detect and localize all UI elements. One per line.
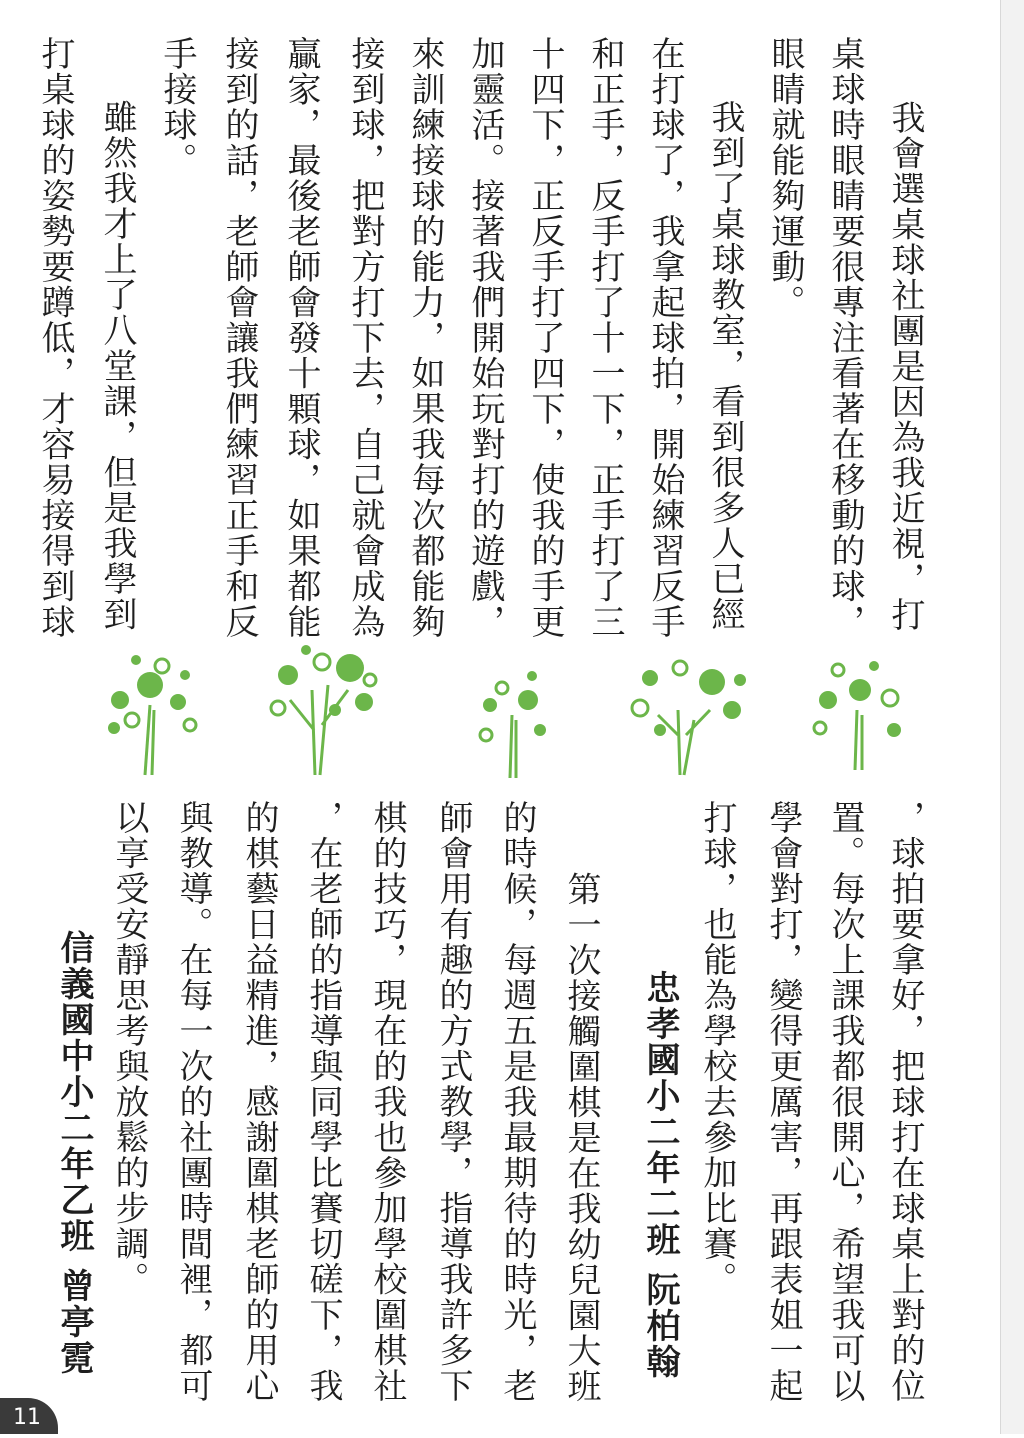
tree-decoration [80, 630, 940, 800]
text-column: 與教導。在每一次的社團時間裡，都可 [173, 800, 213, 1404]
tree-icon [108, 655, 196, 775]
text-column: 我到了桌球教室，看到很多人已經 [705, 64, 745, 632]
text-column: 雖然我才上了八堂課，但是我學到 [97, 64, 137, 632]
text-column: 的棋藝日益精進，感謝圍棋老師的用心 [239, 800, 279, 1404]
text-column: 學會對打，變得更厲害，再跟表姐一起 [763, 800, 803, 1404]
text-column: ，在老師的指導與同學比賽切磋下，我 [303, 800, 343, 1404]
text-column: 的時候，每週五是我最期待的時光，老 [497, 800, 537, 1404]
text-column: 來訓練接球的能力，如果我每次都能夠 [405, 36, 445, 640]
author-byline: 忠孝國小二年二班 阮柏翰 [640, 970, 680, 1380]
page-edge [1000, 0, 1024, 1434]
text-column: 和正手，反手打了十一下，正手打了三 [585, 36, 625, 640]
text-column: 置。每次上課我都很開心，希望我可以 [825, 800, 865, 1404]
page-number: 11 [0, 1398, 58, 1434]
author-byline: 信義國中小二年乙班 曾亭霓 [54, 930, 94, 1376]
text-column: 贏家，最後老師會發十顆球，如果都能 [281, 36, 321, 640]
text-column: 接到的話，老師會讓我們練習正手和反 [219, 36, 259, 640]
text-column: 第一次接觸圍棋是在我幼兒園大班 [561, 836, 601, 1404]
text-column: 我會選桌球社團是因為我近視，打 [885, 100, 925, 633]
text-column: 在打球了，我拿起球拍，開始練習反手 [645, 36, 685, 640]
text-column: 加靈活。接著我們開始玩對打的遊戲， [465, 36, 505, 640]
text-column: 師會用有趣的方式教學，指導我許多下 [433, 800, 473, 1404]
text-column: 手接球。 [157, 36, 197, 178]
text-column: 以享受安靜思考與放鬆的步調。 [109, 800, 149, 1297]
text-column: 桌球時眼睛要很專注看著在移動的球， [825, 36, 865, 640]
text-column: 棋的技巧，現在的我也參加學校圍棋社 [367, 800, 407, 1404]
tree-icon [271, 645, 376, 775]
tree-icon [480, 671, 546, 778]
text-column: 打桌球的姿勢要蹲低，才容易接得到球 [35, 36, 75, 640]
tree-icon [632, 661, 746, 775]
tree-icon [814, 661, 901, 770]
text-column: 打球，也能為學校去參加比賽。 [697, 800, 737, 1297]
text-column: 接到球，把對方打下去，自己就會成為 [345, 36, 385, 640]
text-column: 十四下，正反手打了四下，使我的手更 [525, 36, 565, 640]
text-column: 眼睛就能夠運動。 [765, 36, 805, 320]
text-column: ，球拍要拿好，把球打在球桌上對的位 [885, 800, 925, 1404]
